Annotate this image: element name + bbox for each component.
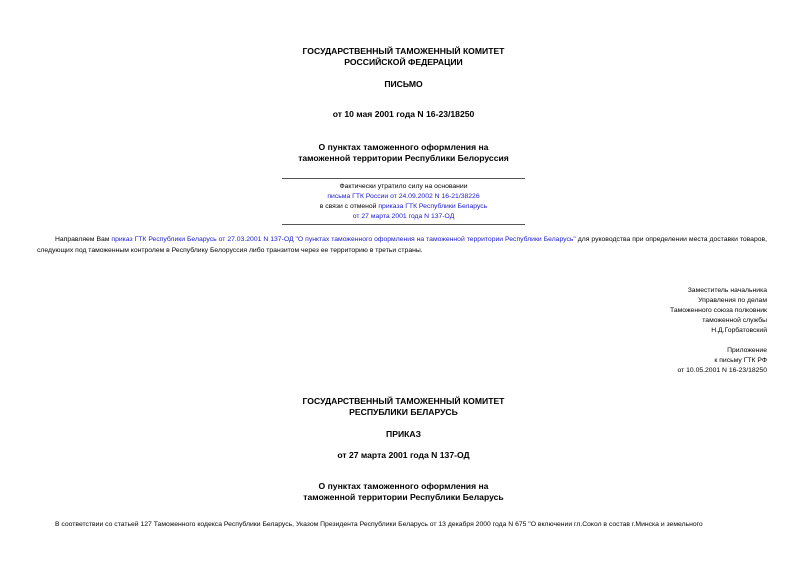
signature-block [517, 286, 767, 336]
order-agency-line1: ГОСУДАРСТВЕННЫЙ ТАМОЖЕННЫЙ КОМИТЕТ [302, 396, 505, 406]
letter-date-number: от 10 мая 2001 года N 16-23/18250 [332, 109, 475, 119]
appendix-block [517, 346, 767, 376]
status-note-line4 [0, 212, 807, 222]
signature-line5: Н.Д.Горбатовский [711, 327, 767, 334]
order-doc-type: ПРИКАЗ [386, 429, 421, 439]
status-note-top-rule [282, 178, 525, 179]
status-note-link-order[interactable]: приказа ГТК Республики Беларусь [378, 203, 488, 210]
order-date-number: от 27 марта 2001 года N 137-ОД [337, 450, 470, 460]
signature-line1: Заместитель начальника [687, 287, 767, 294]
letter-agency-line2: РОССИЙСКОЙ ФЕДЕРАЦИИ [344, 57, 463, 67]
body-paragraph-order-link[interactable]: приказ ГТК Республики Беларусь от 27.03.2001 N 137-ОД "О пунктах таможенного оформления на таможенной территории Республики Беларусь" [111, 236, 576, 243]
letter-title-line2: таможенной территории Республики Белоруссия [298, 153, 509, 163]
appendix-line1: Приложение [727, 347, 767, 354]
appendix-line3: от 10.05.2001 N 16-23/18250 [677, 367, 767, 374]
body-paragraph-suffix: для руководства при определении места доставки товаров, следующих под таможенным контролем в Республику Белоруссия либо транзитом через ее территорию в третьи страны. [37, 236, 768, 254]
status-note-line3 [0, 202, 807, 212]
status-note-line1: Фактически утратило силу на основании [339, 183, 468, 190]
letter-agency-line1: ГОСУДАРСТВЕННЫЙ ТАМОЖЕННЫЙ КОМИТЕТ [302, 46, 505, 56]
status-note-link-order-date[interactable]: от 27 марта 2001 года N 137-ОД [352, 213, 455, 220]
status-note-line2 [0, 192, 807, 202]
status-note-link-gtk-letter[interactable]: письма ГТК России от 24.09.2002 N 16-21/38226 [327, 193, 480, 200]
signature-line4: таможенной службы [702, 317, 767, 324]
order-title-line1: О пунктах таможенного оформления на [318, 481, 489, 491]
signature-line2: Управления по делам [698, 297, 767, 304]
signature-line3: Таможенного союза полковник [670, 307, 767, 314]
order-title-line2: таможенной территории Республики Беларусь [303, 492, 504, 502]
order-agency-line2: РЕСПУБЛИКИ БЕЛАРУСЬ [349, 407, 458, 417]
status-note-bottom-rule [282, 224, 525, 225]
order-paragraph: В соответствии со статьей 127 Таможенного кодекса Республики Беларусь, Указом Президента Республики Беларусь от 13 декабря 2000 года N 675 "О включении гл.Сокол в состав г.Минска и земельного [55, 521, 703, 528]
letter-doc-type: ПИСЬМО [384, 79, 423, 89]
appendix-line2: к письму ГТК РФ [714, 357, 767, 364]
letter-title-line1: О пунктах таможенного оформления на [318, 142, 489, 152]
body-paragraph-prefix: Направляем Вам [55, 236, 112, 243]
status-note-line3-prefix: в связи с отменой [319, 203, 379, 210]
body-paragraph [37, 234, 767, 256]
